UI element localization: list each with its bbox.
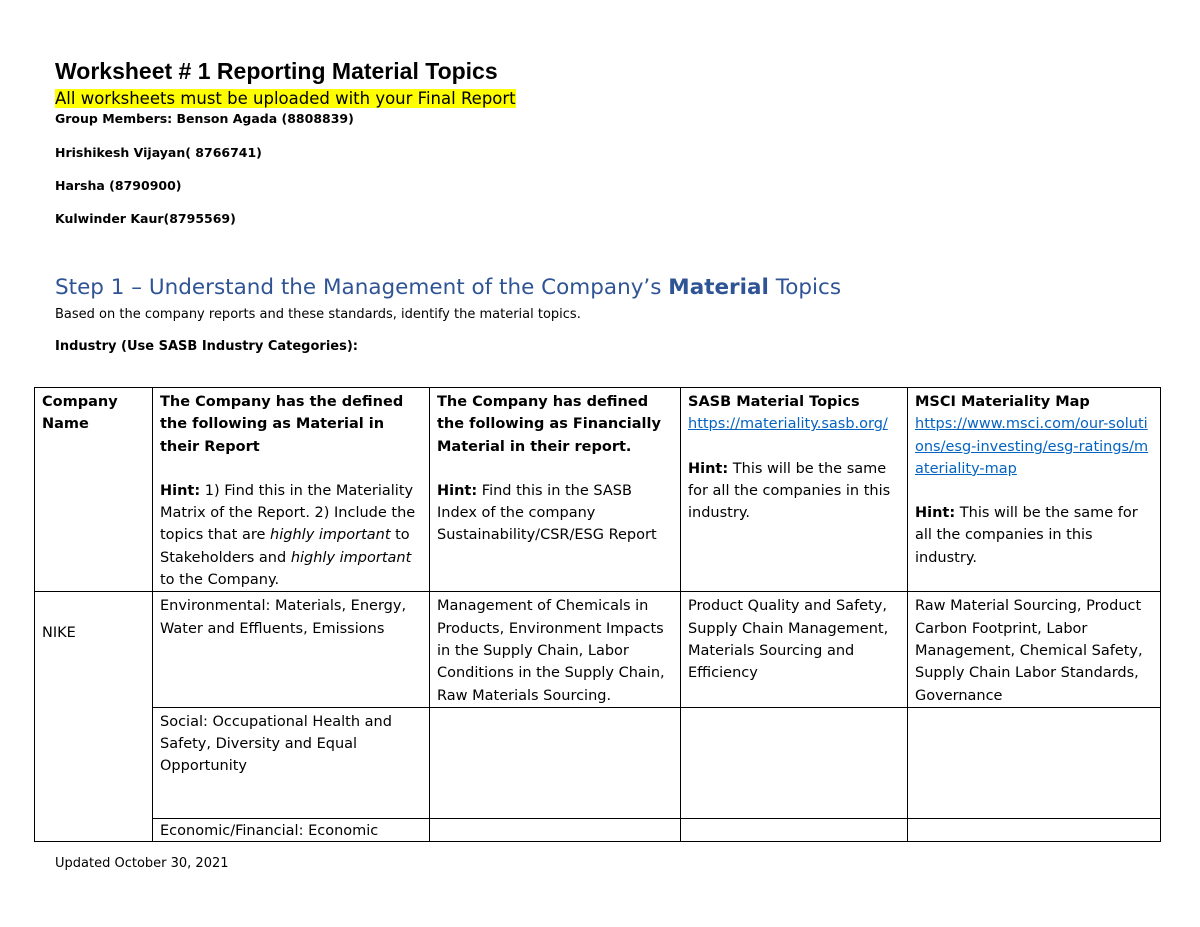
table-row: [35, 818, 1161, 841]
msci-link[interactable]: https://www.msci.com/our-solutions/esg-investing/esg-ratings/materiality-map: [915, 416, 1149, 477]
financial-cell: [430, 707, 681, 818]
sasb-cell: [681, 707, 908, 818]
material-cell: Economic/Financial: Economic: [153, 818, 430, 841]
table-header-row: [35, 388, 1161, 592]
worksheet-header: [55, 56, 1160, 356]
group-member-2: Hrishikesh Vijayan( 8766741): [55, 145, 262, 160]
msci-cell: [908, 818, 1161, 841]
updated-date: Updated October 30, 2021: [55, 856, 229, 871]
header-financially-material: The Company has defined the following as Financially Material in their report. Hint: Find this in the SASB Index of the company Sustainability/CSR/ESG Report: [430, 388, 681, 592]
sasb-cell: [681, 818, 908, 841]
step-description: Based on the company reports and these standards, identify the material topics.: [55, 307, 581, 322]
header-msci-map: MSCI Materiality Map https://www.msci.com/our-solutions/esg-investing/esg-ratings/materiality-map Hint: This will be the same for all the companies in this industry.: [908, 388, 1161, 592]
sasb-link[interactable]: https://materiality.sasb.org/: [688, 416, 888, 433]
material-cell: Environmental: Materials, Energy, Water and Effluents, Emissions: [153, 592, 430, 707]
group-member-3: Harsha (8790900): [55, 178, 182, 193]
header-company-name: Company Name: [35, 388, 153, 592]
group-member-4: Kulwinder Kaur(8795569): [55, 211, 236, 226]
company-name-cell: NIKE: [35, 592, 153, 841]
msci-cell: Raw Material Sourcing, Product Carbon Footprint, Labor Management, Chemical Safety, Supply Chain Labor Standards, Governance: [908, 592, 1161, 707]
header-sasb-topics: SASB Material Topics https://materiality.sasb.org/ Hint: This will be the same for all the companies in this industry.: [681, 388, 908, 592]
financial-cell: [430, 818, 681, 841]
table-row: [35, 707, 1161, 818]
material-cell: Social: Occupational Health and Safety, Diversity and Equal Opportunity: [153, 707, 430, 818]
page-title: Worksheet # 1 Reporting Material Topics: [55, 58, 498, 84]
table-row: [35, 592, 1161, 707]
upload-notice: All worksheets must be uploaded with your Final Report: [55, 89, 516, 108]
step-heading: Step 1 – Understand the Management of the Company’s Material Topics: [55, 275, 842, 300]
msci-cell: [908, 707, 1161, 818]
materiality-table: [34, 387, 1161, 842]
financial-cell: Management of Chemicals in Products, Environment Impacts in the Supply Chain, Labor Conditions in the Supply Chain, Raw Materials Sourcing.: [430, 592, 681, 707]
industry-label: Industry (Use SASB Industry Categories):: [55, 339, 358, 354]
sasb-cell: Product Quality and Safety, Supply Chain Management, Materials Sourcing and Efficiency: [681, 592, 908, 707]
group-member-1: Group Members: Benson Agada (8808839): [55, 111, 354, 126]
header-material: The Company has the defined the following as Material in their Report Hint: 1) Find this in the Materiality Matrix of the Report. 2) Include the topics that are highly important to Stakeholders and highly important to the Company.: [153, 388, 430, 592]
